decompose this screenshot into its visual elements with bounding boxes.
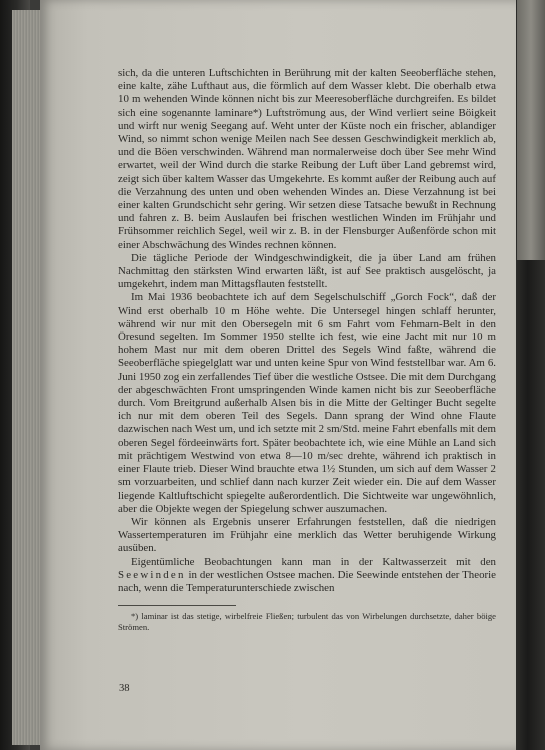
page-number: 38: [119, 683, 130, 694]
page-stack-edge: [12, 10, 42, 745]
paragraph: sich, da die unteren Luftschichten in Berührung mit der kalten Seeoberfläche stehen, eine kalte, zähe Lufthaut aus, die förmlich auf dem Wasser klebt. Die oberhalb etwa 10 m wehenden Winde können nicht bis zur Meeresoberfläche durchgreifen. Es bildet sich eine sogenannte laminare*) Luftströmung aus, der Wind verliert seine Böigkeit und wirft nur wenig Seegang auf. Weht unter der Küste noch ein frischer, ablandiger Wind, so nimmt schon wenige Meilen nach See dessen Geschwindigkeit merklich ab, und die Böen verschwinden. Während man normalerweise doch über See mehr Wind erwartet, weil der Wind durch die starke Reibung der Luft über Land gebremst wird, zeigt sich über kaltem Wasser das Umgekehrte. Es kommt außer der Reibung auch auf die Verzahnung des unten und oben wehenden Windes an. Diese Verzahnung ist bei einer kalten Grundschicht sehr gering. Wir setzen diese Tatsache bewußt in Rechnung und fahren z. B. beim Auslaufen bei frischen westlichen Winden im Frühjahr und Frühsommer reichlich Segel, weil wir z. B. in der Flensburger Außenförde schon mit einer Abschwächung des Windes rechnen können.: [118, 67, 496, 251]
paragraph: Wir können als Ergebnis unserer Erfahrungen feststellen, daß die niedrigen Wassertemperaturen im Frühjahr eine merklich das Wetter beruhigende Wirkung ausüben.: [118, 515, 496, 555]
paragraph-text: in der westlichen Ostsee machen. Die Seewinde entstehen der Theorie nach, wenn die Temperaturunterschiede zwischen: [118, 568, 496, 594]
spaced-word: Seewinden: [118, 568, 186, 581]
paragraph-text: Eigentümliche Beobachtungen kann man in der Kaltwasserzeit mit den: [131, 555, 496, 568]
page-tab: [517, 0, 545, 260]
paragraph: Die tägliche Periode der Windgeschwindigkeit, die ja über Land am frühen Nachmittag den stärksten Wind erwarten läßt, ist auf See praktisch ausgelöscht, ja umgekehrt, indem man Mittagsflauten feststellt.: [118, 251, 496, 291]
paragraph: Im Mai 1936 beobachtete ich auf dem Segelschulschiff „Gorch Fock“, daß der Wind erst oberhalb 10 m Höhe wehte. Die Untersegel hingen schlaff herunter, während wir nur mit den Obersegeln mit 6 sm Fahrt vom Fehmarn-Belt in den Öresund segelten. Im Sommer 1950 stellte ich fest, wie eine Jacht mit nur 10 m hohem Mast nur mit dem oberen Drittel des Segels Wind faßte, während die Seeoberfläche spiegelglatt war und unten keine Spur von Wind feststellbar war. Am 6. Juni 1950 zog ein zerfallendes Tief über die westliche Ostsee. Die mit dem Durchgang der abgeschwächten Front umspringenden Winde kamen nicht bis zur Seeoberfläche durch. Vom Breitgrund außerhalb Alsen bis in die Mitte der Geltinger Bucht segelte ich nur mit dem oberen Teil des Segels. Dann sprang der Wind ohne Flaute dazwischen nach West um, und ich setzte mit 2 sm/Std. meine Fahrt ebenfalls mit dem oberen Segel fördeeinwärts fort. Später beobachtete ich, wie eine Mühle an Land sich mit prächtigem Westwind von etwa 8—10 m/sec drehte, während ich praktisch in einer Flaute trieb. Dieser Wind brauchte etwa 1½ Stunden, um sich auf dem Wasser 2 sm vorzuarbeiten, und schlief dann nach kurzer Zeit wieder ein. Die auf dem Wasser liegende Kaltluftschicht spiegelte außerordentlich. Die Sichtweite war ungewöhnlich, aber die Objekte wegen der Spiegelung schwer auszumachen.: [118, 291, 496, 515]
paragraph-last: [118, 556, 496, 596]
footnote: *) laminar ist das stetige, wirbelfreie Fließen; turbulent das von Wirbelungen durchsetzte, daher böige Strömen.: [118, 611, 496, 632]
footnote-rule: [118, 605, 236, 606]
body-text: [118, 67, 496, 633]
